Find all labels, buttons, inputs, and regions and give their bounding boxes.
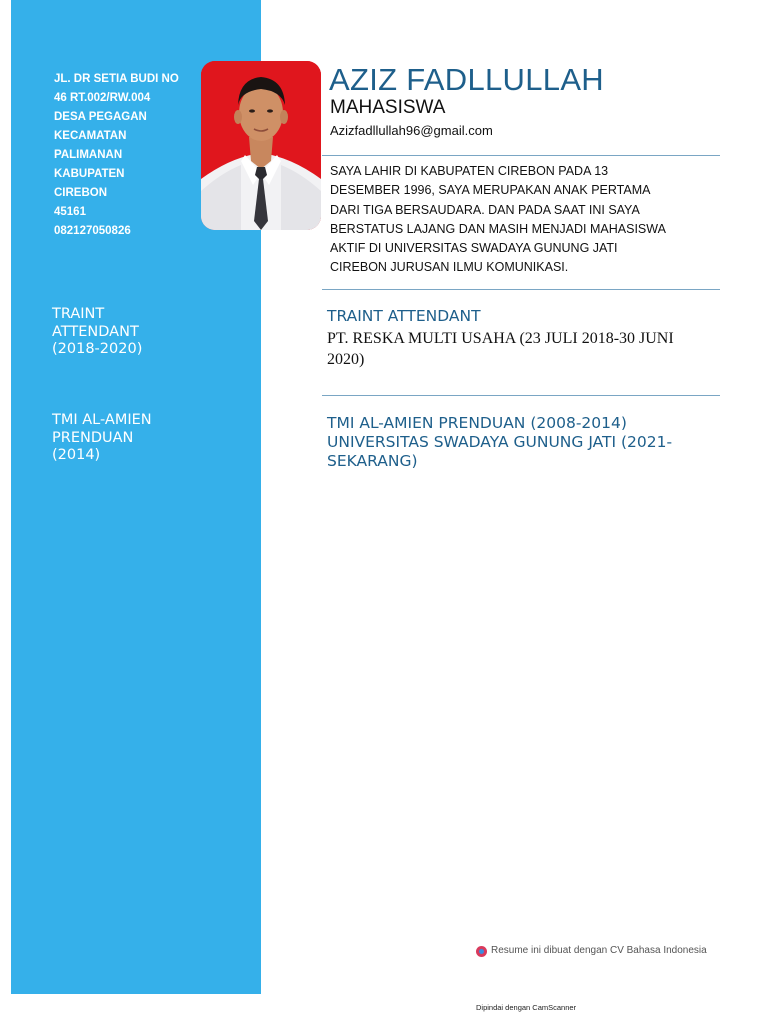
footer-credit (476, 944, 707, 958)
about-line: SAYA LAHIR DI KABUPATEN CIREBON PADA 13 (330, 164, 609, 178)
about-me (330, 162, 715, 278)
profile-photo (201, 61, 321, 230)
contact-address (54, 70, 204, 241)
sidebar-education-line: TMI AL-AMIEN (52, 412, 152, 428)
about-line: AKTIF DI UNIVERSITAS SWADAYA GUNUNG JATI (330, 241, 618, 256)
phone-number: 082127050826 (54, 225, 131, 237)
experience-detail (327, 328, 727, 370)
about-line: DARI TIGA BERSAUDARA. DAN PADA SAAT INI SAYA (330, 202, 640, 217)
address-line: CIREBON (54, 187, 108, 199)
about-line: BERSTATUS LAJANG DAN MASIH MENJADI MAHASISWA (330, 221, 666, 236)
sidebar-education-line: (2014) (52, 447, 101, 463)
experience-detail-line: 2020) (327, 351, 365, 368)
education-line: UNIVERSITAS SWADAYA GUNUNG JATI (2021- (327, 433, 673, 451)
address-line: KECAMATAN (54, 130, 127, 142)
address-line: KABUPATEN (54, 168, 125, 180)
education-line: TMI AL-AMIEN PRENDUAN (2008-2014) (327, 414, 627, 432)
experience-title-text: TRAINT ATTENDANT (327, 307, 481, 325)
sidebar-experience-line: TRAINT (52, 306, 105, 322)
address-line: PALIMANAN (54, 149, 123, 161)
sidebar-education-line: PRENDUAN (52, 429, 134, 446)
job-title: MAHASISWA (330, 97, 446, 118)
scanner-watermark: Dipindai dengan CamScanner (476, 1003, 577, 1012)
full-name: AZIZ FADLLULLAH (329, 62, 604, 97)
address-line: JL. DR SETIA BUDI NO (54, 73, 179, 85)
about-line: CIREBON JURUSAN ILMU KOMUNIKASI. (330, 260, 569, 275)
postal-code: 45161 (54, 206, 86, 218)
footer-credit-text: Resume ini dibuat dengan CV Bahasa Indonesia (491, 945, 707, 956)
divider (322, 289, 720, 290)
sidebar-experience-line: (2018-2020) (52, 341, 143, 357)
divider (322, 395, 720, 396)
experience-detail-line: PT. RESKA MULTI USAHA (23 JULI 2018-30 JUNI (327, 330, 674, 347)
divider (322, 155, 720, 156)
sidebar-experience (52, 306, 242, 359)
about-line: DESEMBER 1996, SAYA MERUPAKAN ANAK PERTAMA (330, 183, 651, 198)
address-line: 46 RT.002/RW.004 (54, 92, 151, 104)
address-line: DESA PEGAGAN (54, 111, 147, 123)
cv-logo-icon (476, 946, 487, 957)
sidebar-experience-line: ATTENDANT (52, 323, 139, 340)
education-list (327, 414, 672, 471)
experience-title (327, 307, 481, 326)
education-line: SEKARANG) (327, 452, 418, 470)
email-address: Azizfadllullah96@gmail.com (330, 123, 493, 138)
sidebar-education (52, 412, 242, 465)
